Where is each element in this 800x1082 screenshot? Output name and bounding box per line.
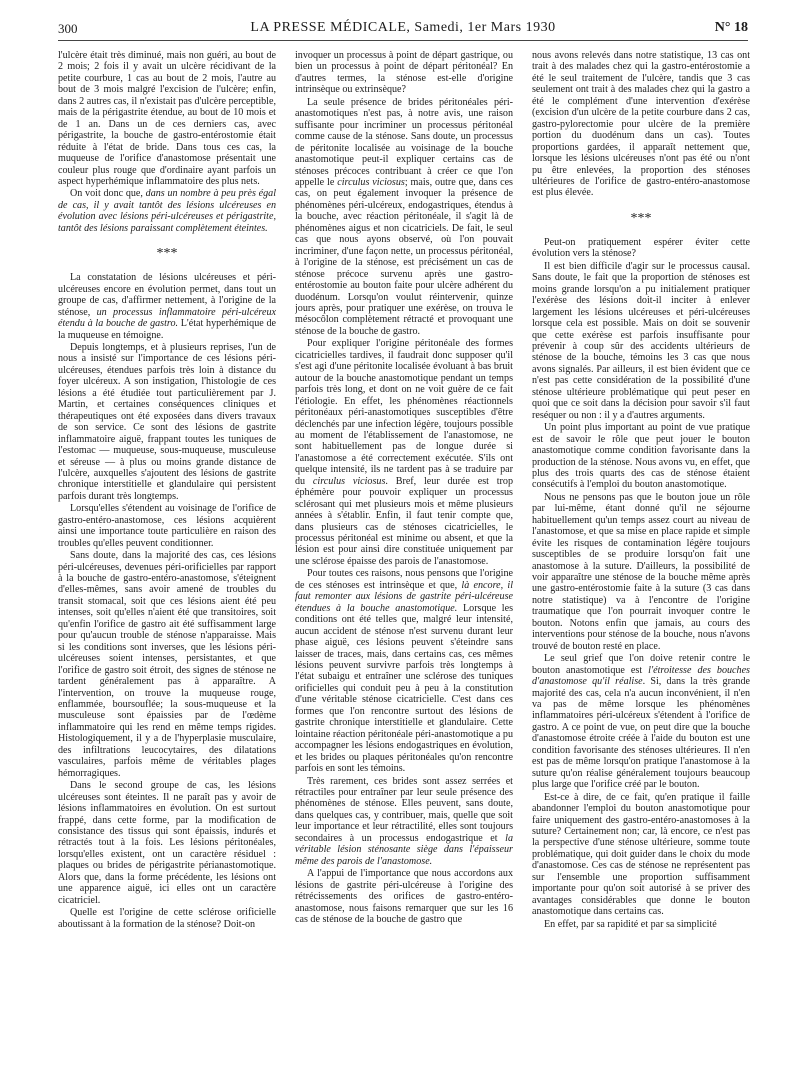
paragraph: A l'appui de l'importance que nous accordons aux lésions de gastrite péri-ulcéreuse à l'origine des rétrécissements des orifices de gastro-entéro-anastomose, nous faisons remarquer que sur les 16 cas de sténose de la bouche de gastro que	[295, 868, 513, 925]
paragraph: invoquer un processus à point de départ gastrique, ou bien un processus à point de départ péritonéal? En d'autres termes, la sténose est-elle d'origine intrinsèque ou extrinsèque?	[295, 50, 513, 96]
paragraph: Dans le second groupe de cas, les lésions ulcéreuses sont éteintes. Il ne paraît pas y avoir de lésions inflammatoires en évolution. On est surtout frappé, dans cette forme, par la modification de consistance des tissus qui sont épaissis, indurés et rétractés tout à la fois. Les lésions péritonéales, lorsqu'elles existent, ont un caractère résiduel : plaques ou brides de périgastrite périanastomotique. Alors que, dans la forme précédente, les lésions ont une apparence aiguë, ici elles ont un caractère cicatriciel.	[58, 780, 276, 906]
section-separator: ***	[630, 210, 652, 226]
paragraph: Peut-on pratiquement espérer éviter cette évolution vers la sténose?	[532, 236, 750, 260]
paragraph	[295, 568, 513, 774]
text-run: . Si, dans la très grande majorité des cas, cela n'a aucun inconvénient, il n'en va pas de même lorsque les phénomènes inflammatoires péri-ulcéreux s'étendent à l'orifice de gastro. A ce point de vue, on peut dire que la bouche d'anastomose étroite créée à l'aide du bouton est une condition favorisante des sténoses ultérieures. Il n'en est pas de même lorsqu'on pratique l'anastomose à la suture qu'on réalise généralement toujours beaucoup plus large que l'orifice créé par le bouton.	[532, 676, 750, 791]
text-run: Pour toutes ces raisons, nous pensons que l'origine de ces sténoses est intrinsèque et que,	[295, 568, 513, 591]
page-header	[58, 18, 748, 41]
italic-text: dans un nombre à peu près égal de cas, il y avait tantôt des lésions ulcéreuses en évolution avec lésions péri-ulcéreuses et périgastrite, tantôt des lésions paraissant complètement éteintes.	[58, 188, 276, 234]
page-number: 300	[58, 21, 78, 36]
paragraph: Lorsqu'elles s'étendent au voisinage de l'orifice de gastro-entéro-anastomose, ces lésions acquièrent ainsi une importance toute particulière en raison des troubles qu'elles peuvent conditionner.	[58, 503, 276, 549]
text-run: Lorsque les conditions ont été telles que, malgré leur intensité, aucun accident de sténose n'est survenu durant leur phase aiguë, ces lésions peuvent s'éteindre sans laisser de traces, mais, dans certains cas, ces mêmes lésions peuvent survivre parfois très longtemps à l'état subaigu et entraîner une sclérose des tuniques orificielles qui conduit peu à peu à la constitution d'une véritable sténose cicatricielle. C'est dans ces formes que l'on rencontre surtout des lésions de gastrite chronique interstitielle et glandulaire. Cette lointaine réaction péritonéale péri-anastomotique a pu accompagner les lésions endogastriques en évolution, et les brides ou plaques péritonéales qu'on rencontre parfois en sont les témoins.	[295, 602, 513, 775]
paragraph: Un point plus important au point de vue pratique est de savoir le rôle que peut jouer le bouton anastomotique comme condition favorisante dans la production de la sténose. Nous avons vu, en effet, que plus des trois quarts des cas de sténose étaient consécutifs à l'emploi du bouton anastomotique.	[532, 422, 750, 491]
paragraph: Est-ce à dire, de ce fait, qu'en pratique il faille abandonner l'emploi du bouton anastomotique pour faire uniquement des gastro-entéro-anastomoses à la suture? Certainement non; car, là encore, ce n'est pas la perspective d'une sténose ultérieure, somme toute problématique, qui doit guider dans le choix du mode d'anastomose. Ces cas de sténose ne représentent pas sur l'ensemble une proportion suffisamment importante pour qu'on soit autorisé à se priver des avantages considérables que donne le bouton anastomotique dans certains cas.	[532, 791, 750, 918]
text-run: La seule présence de brides péritonéales péri-anastomotiques n'est pas, à notre avis, une raison suffisante pour incriminer un processus péritonéal comme cause de la sténose. Sans doute, un processus de péritonite localisée au voisinage de la bouche anastomotique peut-il expliquer certains cas de sténoses précoces contribuant à créer ce que l'on appelle le	[295, 96, 513, 188]
italic-text: circulus viciosus	[337, 176, 405, 188]
text-run: Pour expliquer l'origine péritonéale des formes cicatricielles tardives, il faudrait donc supposer qu'il s'est agi d'une péritonite localisée évoluant à bas bruit autour de la bouche anastomotique pendant un temps parfois très long, et dont on ne voit guère de ce fait l'étiologie. En effet, les phénomènes réactionnels péritonéaux péri-anastomotiques susceptibles d'être déclenchés par une infection légère, toujours possible au moment de l'établissement de l'anastomose, ne sont habituellement pas de longue durée si l'anastomose a été correctement exécutée. S'ils ont quelque intensité, ils ne tardent pas à se traduire par du	[295, 338, 513, 487]
text-run: On voit donc que,	[70, 188, 146, 200]
paragraph: Quelle est l'origine de cette sclérose orificielle aboutissant à la formation de la sténose? Doit-on	[58, 907, 276, 930]
paragraph	[295, 97, 513, 338]
text-run: . Bref, leur durée est trop éphémère pour pouvoir expliquer un processus sclérosant qui met plusieurs mois et même plusieurs années à s'établir. Enfin, il faut tenir compte que, dans plusieurs cas de sténoses cicatricielles, le processus péritonéal est minime ou absent, et que la lésion est pour ainsi dire constituée uniquement par une sclérose épaisse des parois de l'anastomose.	[295, 475, 513, 567]
paragraph: Il est bien difficile d'agir sur le processus causal. Sans doute, le fait que la proportion de sténoses est moins grande lorsqu'on a pu initialement pratiquer l'exérèse des lésions doit-il inciter à enlever largement les lésions ulcéreuses et péri-ulcéreuses lorsque cela est possible. Mais on doit se souvenir que cette exérèse est parfois insuffisante pour prévenir à coup sûr des accidents ultérieurs de sténose de la bouche, témoins les 3 cas que nous avons signalés. Par ailleurs, il est bien évident que ce n'est pas cette considération de la possibilité d'une sténose ultérieure problématique qui peut peser en quoi que ce soit dans la décision pour savoir s'il faut reséquer ou non : il y a d'autres arguments.	[532, 260, 750, 421]
paragraph	[295, 776, 513, 868]
italic-text: la véritable lésion sténosante siège dans l'épaisseur même des parois de l'anastomose.	[295, 832, 513, 867]
paragraph	[58, 272, 276, 341]
text-run: Le seul grief que l'on doive retenir contre le bouton anastomotique est	[532, 653, 750, 676]
paragraph: Sans doute, dans la majorité des cas, ces lésions péri-ulcéreuses, devenues péri-orificielles par rapport à la bouche de gastro-entéro-anastomose, s'éteignent d'elles-mêmes, sans avoir amené de troubles du transit stomacal, soit que ces lésions aient été peu intenses, soit qu'elles n'aient été que transitoires, soit qu'enfin l'orifice de gastro ait été suffisamment large pour qu'aucun trouble de sténose n'apparaisse. Mais si les conditions sont inverses, que les lésions péri-ulcéreuses soient intenses, persistantes, et que l'orifice de gastro soit étroit, des signes de sténose ne tardent généralement pas à apparaître. A l'intervention, on trouve la muqueuse rouge, enflammée, boursouflée; la sous-muqueuse et la musculeuse sont épaissies par de l'œdème inflammatoire qui les rend en même temps rigides. Histologiquement, il y a de l'hyperplasie musculaire, des infiltrations leucocytaires, des dilatations vasculaires, parfois même de véritables plages hémorragiques.	[58, 550, 276, 779]
text-run: ; mais, outre que, dans ces cas, on peut également invoquer la présence de phénomènes péri-ulcéreux, endogastriques, étendus à la bouche, avec réaction péritonéale, il s'agit là de phénomènes aigus et non cicatriciels. De fait, le seul cas que nous ayons observé, où l'on pouvait incriminer, d'une façon nette, un processus péritonéal, à l'origine de la sténose, est précisément un cas de sténose précoce survenu après une gastro-entérostomie au bouton faite pour ulcère adhérent du duodénum. Lorsqu'on voulut réintervenir, quinze jours après, pour pratiquer une exérèse, on trouva le mésocôlon complètement rétracté et provoquant une sténose de la bouche de gastro.	[295, 176, 513, 337]
paragraph	[58, 188, 276, 234]
paragraph: nous avons relevés dans notre statistique, 13 cas ont trait à des malades chez qui la gastro-entérostomie a été le seul traitement de l'ulcère, tandis que 3 cas seulement ont trait à des malades chez qui la gastro a été le complément d'une intervention d'exérèse (excision d'un ulcère de la petite courbure dans 2 cas, gastro-pylorectomie pour ulcère de la première portion du duodénum dans un cas). Toutes proportions gardées, il apparaît nettement que, lorsque les lésions ulcéreuses n'ont pas été ou n'ont pu être enlevées, la proportion des sténoses ultérieures de l'orifice de gastro-entéro-anastomose est plus élevée.	[532, 50, 750, 199]
paragraph: Nous ne pensons pas que le bouton joue un rôle par lui-même, étant donné qu'il ne séjourne habituellement qu'un temps assez court au niveau de l'anastomose, et que sa mise en place rapide et simple évite les risques de contamination légère toujours susceptibles de se produire lorsqu'on fait une anastomose à la suture. D'ailleurs, la possibilité de voir apparaître une sténose de la bouche même après une gastro-entérostomie faite à la suture (3 cas dans notre statistique) va à l'encontre de l'origine traumatique que l'on pourrait invoquer contre le bouton. Notons enfin que jamais, au cours des interventions pour sténose de la bouche, nous n'avons trouvé de bouton resté en place.	[532, 491, 750, 652]
italic-text: l'étroitesse des bouches d'anastomose qu'il réalise	[532, 664, 750, 688]
paragraph	[532, 653, 750, 790]
italic-text: circulus viciosus	[312, 475, 386, 487]
text-column-middle	[295, 50, 513, 1075]
paragraph: l'ulcère était très diminué, mais non guéri, au bout de 2 mois; 2 fois il y avait un ulcère récidivant de la petite courbure, 1 cas au bout de 2 mois, l'autre au bout de 3 mois malgré l'excision de l'ulcère; enfin, dans 2 autres cas, il n'existait pas d'ulcère perceptible, mais de la périgastrite étendue, au bout de 10 mois et de 1 an. Dans un de ces derniers cas, avec périgastrite, la bouche de gastro-entérostomie était réduite à l'état de bride. Dans tous ces cas, la muqueuse de l'orifice d'anastomose présentait une couleur plus rouge que d'ordinaire ayant parfois un aspect hyperhémique inflammatoire des plus nets.	[58, 50, 276, 187]
paragraph	[295, 338, 513, 567]
text-run: La constatation de lésions ulcéreuses et péri-ulcéreuses encore en évolution permet, dans tout un groupe de cas, d'affirmer nettement, à l'origine de la sténose,	[58, 272, 276, 318]
italic-text: là encore, il faut remonter aux lésions de gastrite péri-ulcéreuse étendues à la bouche anastomotique.	[295, 579, 513, 614]
paragraph: Depuis longtemps, et à plusieurs reprises, l'un de nous a insisté sur l'importance de ces lésions péri-ulcéreuses, étendues parfois très loin à distance du foyer ulcéreux. A son instigation, l'histologie de ces lésions a été étudiée tout particulièrement par J. Martin, et certaines conséquences cliniques et thérapeutiques ont été exposées dans divers travaux de son service. Ce sont des lésions de gastrite inflammatoire aiguë, frappant toutes les tuniques de l'estomac — muqueuse, sous-muqueuse, musculeuse et séreuse — à plus ou moins grande distance de l'ulcère, auxquelles s'ajoutent des lésions de gastrite chronique interstitielle et glandulaire qui persistent parfois durant très longtemps.	[58, 341, 276, 502]
text-column-right	[532, 50, 750, 1075]
journal-title: LA PRESSE MÉDICALE, Samedi, 1er Mars 1930	[250, 20, 556, 35]
text-run: L'état hyperhémique de la muqueuse en témoigne.	[58, 318, 276, 341]
paragraph: En effet, par sa rapidité et par sa simplicité	[544, 918, 717, 930]
section-separator: ***	[156, 246, 178, 262]
text-run: Très rarement, ces brides sont assez serrées et rétractiles pour entraîner par leur seule présence des phénomènes de sténose. Elles peuvent, sans doute, dans quelques cas, y contribuer, mais, quelle que soit leur importance et leur rétractilité, elles sont toujours secondaires à un processus endogastrique et	[295, 775, 513, 844]
text-column-left	[58, 50, 276, 1075]
italic-text: un processus inflammatoire péri-ulcéreux étendu à la bouche de gastro.	[58, 306, 276, 330]
issue-number: N° 18	[714, 20, 748, 35]
